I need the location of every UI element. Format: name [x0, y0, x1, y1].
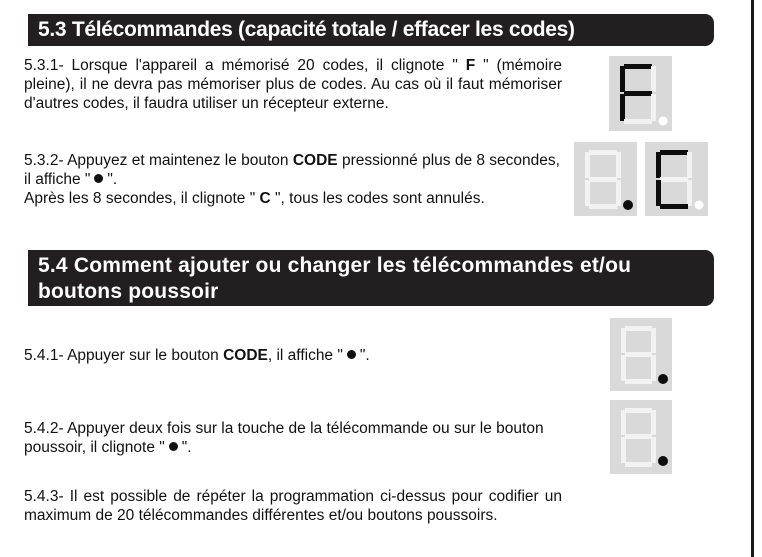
text-mid: pressionné plus de 8 secondes, il affiche ": [24, 152, 560, 188]
text-end: ".: [359, 347, 370, 364]
text-tail: ", tous les codes sont annulés.: [270, 190, 485, 207]
text-bold: F: [465, 57, 476, 74]
seven-segment-dot-icon: [610, 400, 672, 474]
text-mid: , il affiche ": [267, 347, 343, 364]
seven-segment-blank-icon: [574, 142, 637, 216]
dot-symbol: [94, 174, 103, 183]
text-lead: 5.3.1- Lorsque l'appareil a mémorisé 20 codes, il clignote ": [24, 57, 466, 74]
text-lead: 5.4.2- Appuyer deux fois sur la touche de la télécommande ou sur le bouton poussoir, il clignote ": [24, 420, 544, 456]
text-lead: 5.4.1- Appuyer sur le bouton: [24, 347, 224, 364]
display-dot-5-4-2: [610, 400, 672, 474]
text-lead: Après les 8 secondes, il clignote ": [24, 190, 260, 207]
display-c: [645, 142, 708, 216]
paragraph-5-3-2: [24, 151, 569, 208]
paragraph-5-4-3: 5.4.3- Il est possible de répéter la programmation ci-dessus pour codifier un maximum de 20 télécommandes différentes et/ou boutons poussoirs.: [24, 488, 562, 524]
display-f: [609, 56, 672, 131]
text-end: ".: [107, 171, 118, 188]
paragraph-5-4-1: [24, 346, 569, 365]
dot-symbol: [347, 350, 356, 359]
seven-segment-f-icon: [609, 56, 672, 131]
seven-segment-dot-icon: [610, 318, 672, 391]
seven-segment-c-icon: [645, 142, 708, 216]
section-5-4-header: 5.4 Comment ajouter ou changer les télécommandes et/ou boutons poussoir: [28, 250, 714, 306]
text-end: ".: [181, 439, 192, 456]
text-bold: CODE: [223, 347, 268, 364]
text-lead: 5.3.2- Appuyez et maintenez le bouton: [24, 152, 293, 169]
display-dot-5-4-1: [610, 318, 672, 391]
text-bold: CODE: [292, 152, 338, 169]
paragraph-5-3-1: [24, 56, 562, 113]
paragraph-5-4-2: [24, 419, 569, 457]
text-bold: C: [259, 190, 271, 207]
page-edge-line: [751, 0, 754, 557]
dot-symbol: [169, 442, 178, 451]
text-tail: " (mémoire pleine), il ne devra pas mémoriser plus de codes. Au cas où il faut mémoriser d'autres codes, il faudra utiliser un récepteur externe.: [24, 57, 562, 112]
display-blank: [574, 142, 637, 216]
section-5-3-header: 5.3 Télécommandes (capacité totale / effacer les codes): [28, 14, 714, 46]
